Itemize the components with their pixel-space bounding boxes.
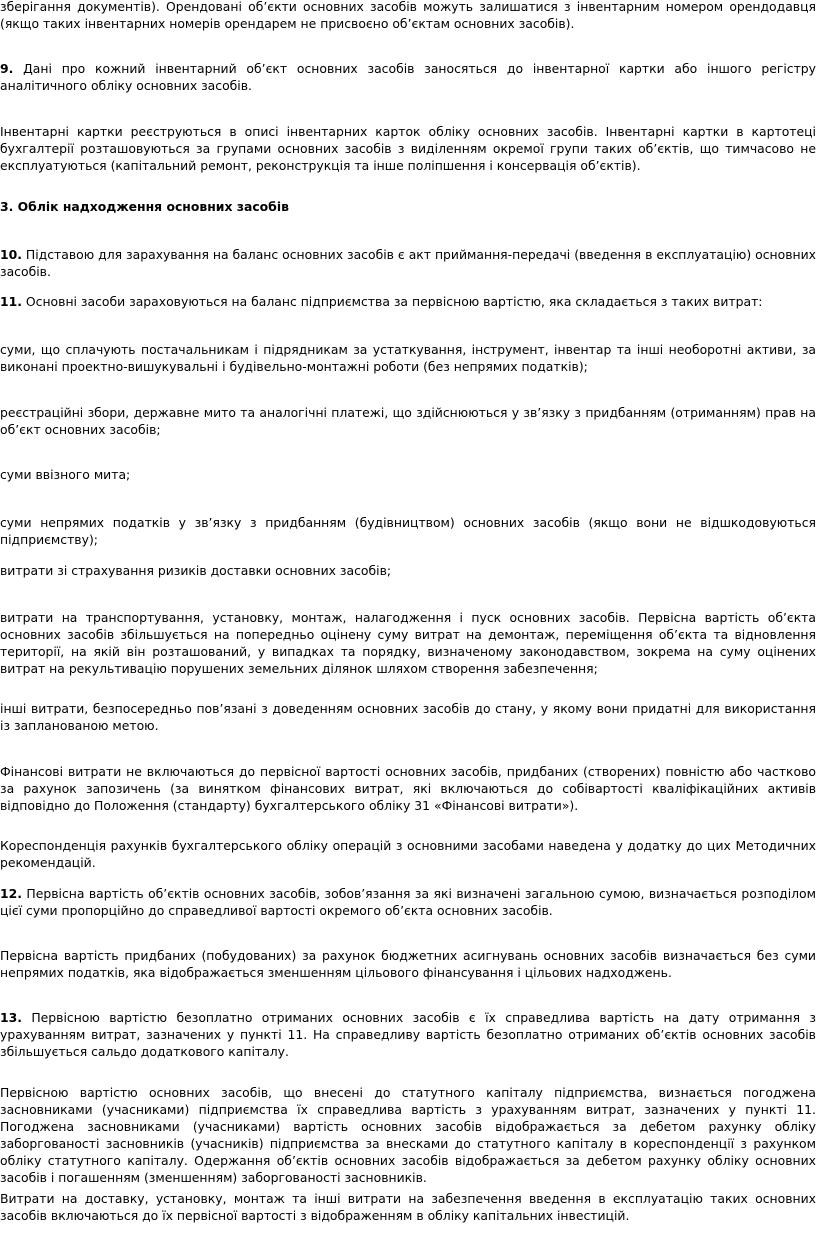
paragraph-financial-costs: [0, 763, 816, 814]
paragraph-text: суми, що сплачують постачальникам і підрядникам за устаткування, інструмент, інвентар та інші необоротні активи, за виконані проектно-вишукувальні і будівельно-монтажні роботи (без непрямих податків);: [0, 342, 816, 374]
item-number: 9.: [0, 61, 14, 76]
paragraph-inventory-cards: [0, 123, 816, 174]
paragraph-text: витрати зі страхування ризиків доставки основних засобів;: [0, 563, 392, 578]
paragraph-item-11: [0, 293, 816, 310]
item-number: 12.: [0, 886, 22, 901]
paragraph-item-13: [0, 1009, 816, 1060]
paragraph-text: суми ввізного мита;: [0, 467, 131, 482]
paragraph-correspondence: [0, 837, 816, 871]
section-heading: [0, 198, 816, 215]
paragraph-item-12: [0, 885, 816, 919]
section-heading-text: 3. Облік надходження основних засобів: [0, 199, 289, 214]
paragraph-text: реєстраційні збори, державне мито та аналогічні платежі, що здійснюються у зв’язку з придбанням (отриманням) прав на об’єкт основних засобів;: [0, 405, 816, 437]
paragraph-text: Кореспонденція рахунків бухгалтерського обліку операцій з основними засобами наведена у додатку до цих Методичних рекомендацій.: [0, 838, 816, 870]
paragraph-text: Витрати на доставку, установку, монтаж та інші витрати на забезпечення введення в експлуатацію таких основних засобів включаються до їх первісної вартості з відображенням в обліку капітальних інвестицій.: [0, 1191, 816, 1223]
paragraph-text: Дані про кожний інвентарний об’єкт основних засобів заносяться до інвентарної картки або іншого регістру аналітичного обліку основних засобів.: [0, 61, 816, 93]
list-item: [0, 609, 816, 677]
paragraph-text: Первісна вартість придбаних (побудованих) за рахунок бюджетних асигнувань основних засобів визначається без суми непрямих податків, яка відображається зменшенням цільового фінансування і цільових надходжень.: [0, 948, 816, 980]
paragraph-item-10: [0, 246, 816, 280]
paragraph-text: Фінансові витрати не включаються до первісної вартості основних засобів, придбаних (створених) повністю або частково за рахунок запозичень (за винятком фінансових витрат, які включаються до собівартості кваліфікаційних активів відповідно до Положення (стандарту) бухгалтерського обліку 31 «Фінансові витрати»).: [0, 764, 816, 813]
paragraph-text: Основні засоби зараховуються на баланс підприємства за первісною вартістю, яка складається з таких витрат:: [21, 294, 763, 309]
paragraph-item-9: [0, 60, 816, 94]
paragraph-text: зберігання документів). Орендовані об’єкти основних засобів можуть залишатися з інвентарним номером орендодавця (якщо таких інвентарних номерів орендарем не присвоєно об’єктам основних засобів).: [0, 0, 816, 31]
paragraph-text: Підставою для зарахування на баланс основних засобів є акт приймання-передачі (введення в експлуатацію) основних засобів.: [0, 247, 816, 279]
list-item: [0, 341, 816, 375]
item-number: 13.: [0, 1010, 22, 1025]
list-item: [0, 562, 816, 579]
list-item: [0, 404, 816, 438]
list-item: [0, 466, 816, 483]
paragraph-storage-note: [0, 0, 816, 32]
paragraph-text: Первісною вартістю безоплатно отриманих основних засобів є їх справедлива вартість на дату отримання з урахуванням витрат, зазначених у пункті 11. На справедливу вартість безоплатно отриманих об’єктів основних засобів збільшується сальдо додаткового капіталу.: [0, 1010, 816, 1059]
item-number: 10.: [0, 247, 22, 262]
paragraph-text: Первісна вартість об’єктів основних засобів, зобов’язання за які визначені загальною сумою, визначається розподілом цієї суми пропорційно до справедливої вартості окремого об’єкта основних засобів.: [0, 886, 816, 918]
list-item: [0, 514, 816, 548]
item-number: 11.: [0, 294, 22, 309]
paragraph-text: Первісною вартістю основних засобів, що внесені до статутного капіталу підприємства, визнається погоджена засновниками (учасниками) підприємства їх справедлива вартість з урахуванням витрат, зазначених у пункті 11. Погоджена засновниками (учасниками) вартість основних засобів відображається за дебетом рахунку обліку заборгованості засновників (учасників) підприємства за внесками до статутного капіталу в кореспонденції з рахунком обліку статутного капіталу. Одержання об’єктів основних засобів відображається за дебетом рахунку обліку основних засобів і погашенням (зменшенням) заборгованості засновників.: [0, 1085, 816, 1185]
paragraph-statutory-capital: [0, 1084, 816, 1186]
paragraph-delivery-costs: [0, 1190, 816, 1224]
paragraph-text: Інвентарні картки реєструються в описі інвентарних карток обліку основних засобів. Інвентарні картки в картотеці бухгалтерії розташовуються за групами основних засобів з виділенням окремої групи таких об’єктів, що тимчасово не експлуатуються (капітальний ремонт, реконструкція та інше поліпшення і консервація об’єктів).: [0, 124, 816, 173]
list-item: [0, 700, 816, 734]
paragraph-text: інші витрати, безпосередньо пов’язані з доведенням основних засобів до стану, у якому вони придатні для використання із запланованою метою.: [0, 701, 816, 733]
paragraph-budget-assets: [0, 947, 816, 981]
paragraph-text: суми непрямих податків у зв’язку з придбанням (будівництвом) основних засобів (якщо вони не відшкодовуються підприємству);: [0, 515, 816, 547]
paragraph-text: витрати на транспортування, установку, монтаж, налагодження і пуск основних засобів. Первісна вартість об’єкта основних засобів збільшується на попередньо оцінену суму витрат на демонтаж, переміщення об’єкта та відновлення території, на якій він розташований, у випадках та порядку, визначеному законодавством, зокрема на суму оцінених витрат на рекультивацію порушених земельних ділянок шляхом створення забезпечення;: [0, 610, 816, 676]
